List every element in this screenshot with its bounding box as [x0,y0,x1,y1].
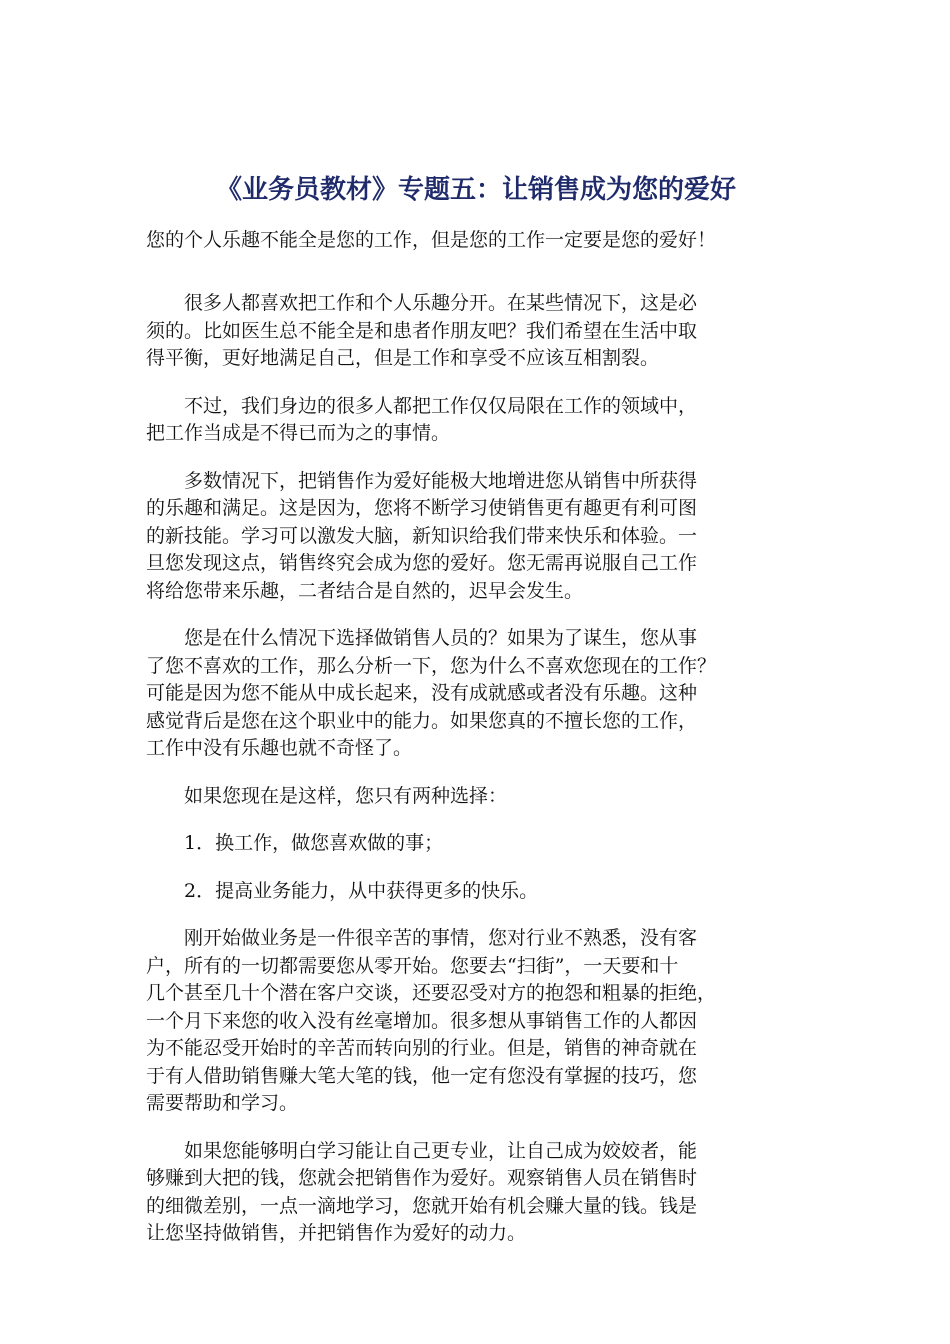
paragraph-line: 一个月下来您的收入没有丝毫增加。很多想从事销售工作的人都因 [146,1009,698,1032]
document-subtitle: 您的个人乐趣不能全是您的工作，但是您的工作一定要是您的爱好！ [146,229,717,251]
body-paragraph [146,878,796,906]
body-paragraph [146,830,796,858]
paragraph-line: 不过，我们身边的很多人都把工作仅仅局限在工作的领域中， [184,394,698,417]
body-paragraph [146,468,796,606]
paragraph-line: 为不能忍受开始时的辛苦而转向别的行业。但是，销售的神奇就在 [146,1037,698,1059]
body-paragraph [146,625,796,763]
paragraph-line: 将给您带来乐趣，二者结合是自然的，迟早会发生。 [146,579,584,602]
body-paragraph [146,290,796,373]
body-paragraph [146,783,796,811]
paragraph-line: 可能是因为您不能从中成长起来，没有成就感或者没有乐趣。这种 [146,682,698,704]
document-body [146,290,796,1268]
paragraph-line: 须的。比如医生总不能全是和患者作朋友吧？我们希望在生活中取 [146,319,698,342]
paragraph-line: 如果您现在是这样，您只有两种选择： [184,784,508,807]
paragraph-line: 于有人借助销售赚大笔大笔的钱，他一定有您没有掌握的技巧，您 [146,1064,698,1087]
paragraph-line: 如果您能够明白学习能让自己更专业，让自己成为姣姣者，能 [184,1139,698,1162]
paragraph-line: 您是在什么情况下选择做销售人员的？如果为了谋生，您从事 [184,627,698,649]
paragraph-line: 很多人都喜欢把工作和个人乐趣分开。在某些情况下，这是必 [184,292,698,314]
paragraph-line: 多数情况下，把销售作为爱好能极大地增进您从销售中所获得 [184,469,698,492]
paragraph-line: 几个甚至几十个潜在客户交谈，还要忍受对方的抱怨和粗暴的拒绝， [146,982,717,1004]
paragraph-line: 了您不喜欢的工作，那么分析一下，您为什么不喜欢您现在的工作？ [146,654,717,677]
paragraph-line: 刚开始做业务是一件很辛苦的事情，您对行业不熟悉，没有客 [184,927,698,949]
paragraph-line: 得平衡，更好地满足自己，但是工作和享受不应该互相割裂。 [146,347,660,369]
paragraph-line: 工作中没有乐趣也就不奇怪了。 [146,737,413,759]
paragraph-line: 的细微差别，一点一滴地学习，您就开始有机会赚大量的钱。钱是 [146,1194,698,1217]
paragraph-line: 感觉背后是您在这个职业中的能力。如果您真的不擅长您的工作， [146,709,698,732]
body-paragraph [146,393,796,448]
paragraph-line: 把工作当成是不得已而为之的事情。 [146,422,451,444]
paragraph-line: 让您坚持做销售，并把销售作为爱好的动力。 [146,1222,527,1244]
paragraph-line: 需要帮助和学习。 [146,1092,299,1114]
paragraph-line: 2．提高业务能力，从中获得更多的快乐。 [184,879,539,902]
paragraph-line: 够赚到大把的钱，您就会把销售作为爱好。观察销售人员在销售时 [146,1167,698,1189]
paragraph-line: 旦您发现这点，销售终究会成为您的爱好。您无需再说服自己工作 [146,552,698,574]
body-paragraph [146,925,796,1118]
body-paragraph [146,1138,796,1248]
paragraph-line: 1．换工作，做您喜欢做的事； [184,832,444,854]
paragraph-line: 户，所有的一切都需要您从零开始。您要去“扫街”，一天要和十 [146,954,679,977]
document-title: 《业务员教材》专题五：让销售成为您的爱好 [215,175,736,205]
paragraph-line: 的乐趣和满足。这是因为，您将不断学习使销售更有趣更有利可图 [146,497,698,519]
paragraph-line: 的新技能。学习可以激发大脑，新知识给我们带来快乐和体验。一 [146,524,698,547]
